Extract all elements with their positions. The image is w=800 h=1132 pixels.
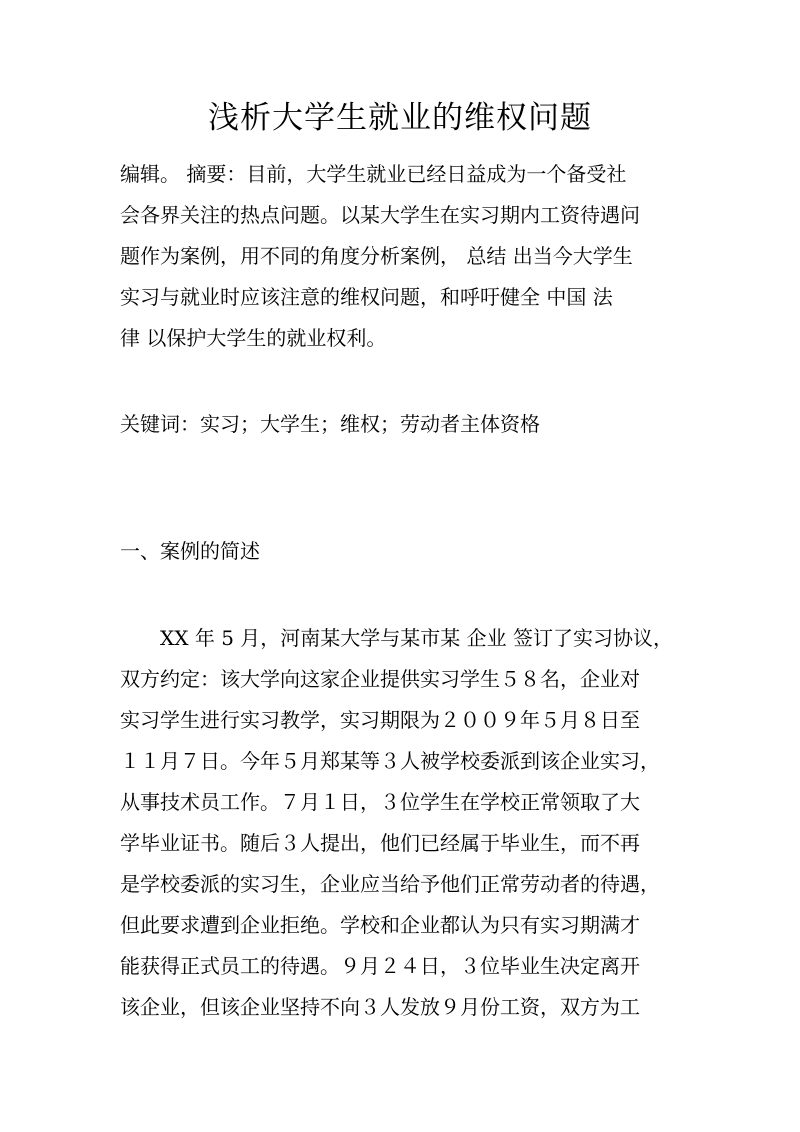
section-heading: 一、案例的简述 xyxy=(120,539,260,563)
body-line: 是学校委派的实习生，企业应当给予他们正常劳动者的待遇， xyxy=(120,872,660,896)
body-line: 能获得正式员工的待遇。９月２４日，３位毕业生决定离开 xyxy=(120,954,640,978)
body-line: 学毕业证书。随后３人提出，他们已经属于毕业生，而不再 xyxy=(120,831,640,855)
abstract-line: 实习与就业时应该注意的维权问题，和呼吁健全 中国 法 xyxy=(120,285,613,309)
abstract-line: 会各界关注的热点问题。以某大学生在实习期内工资待遇问 xyxy=(120,203,640,227)
body-line: １１月７日。今年５月郑某等３人被学校委派到该企业实习， xyxy=(120,749,660,773)
body-line: 从事技术员工作。７月１日，３位学生在学校正常领取了大 xyxy=(120,790,640,814)
body-line: 实习学生进行实习教学，实习期限为２００９年５月８日至 xyxy=(120,708,640,732)
body-line: 双方约定：该大学向这家企业提供实习学生５８名，企业对 xyxy=(120,667,640,691)
keywords: 关键词：实习；大学生；维权；劳动者主体资格 xyxy=(120,412,540,436)
document-title: 浅析大学生就业的维权问题 xyxy=(208,100,592,136)
body-line: 但此要求遭到企业拒绝。学校和企业都认为只有实习期满才 xyxy=(120,913,640,937)
abstract-line: 编辑。 摘要：目前，大学生就业已经日益成为一个备受社 xyxy=(120,162,627,186)
body-line: 该企业，但该企业坚持不向３人发放９月份工资，双方为工 xyxy=(120,995,640,1019)
abstract-line: 律 以保护大学生的就业权利。 xyxy=(120,326,387,350)
body-line: XX 年 5 月，河南某大学与某市某 企业 签订了实习协议， xyxy=(160,626,673,650)
abstract-line: 题作为案例，用不同的角度分析案例， 总结 出当今大学生 xyxy=(120,244,633,268)
